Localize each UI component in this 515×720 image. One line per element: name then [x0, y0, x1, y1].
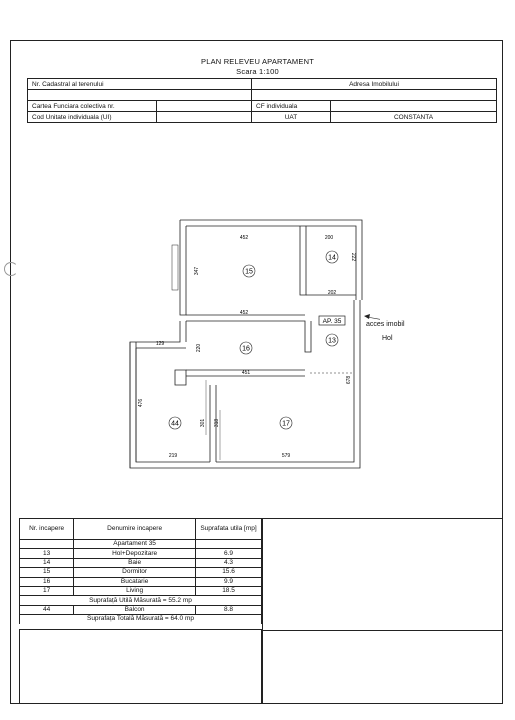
uat-value: CONSTANTA — [331, 112, 497, 123]
adresa-value — [252, 90, 497, 101]
binder-hole — [4, 262, 18, 276]
table-row: 14 Baie 4.3 — [20, 558, 262, 567]
room-17-label: 17 — [282, 420, 290, 428]
apartment-row: Apartament 35 — [74, 540, 196, 549]
rooms-table — [19, 518, 262, 624]
cf-value — [331, 101, 497, 112]
hol-label: Hol — [382, 335, 393, 342]
total-row: Suprafața Totală Măsurată = 64.0 mp — [20, 615, 262, 624]
notes-box — [19, 629, 262, 704]
cartea-label: Cartea Funciara colectiva nr. — [28, 101, 252, 112]
nr-cadastral-value — [28, 90, 252, 101]
room-13-label: 13 — [328, 337, 336, 345]
signature-divider — [263, 630, 502, 631]
dim-222: 222 — [350, 252, 356, 262]
dim-202: 202 — [327, 290, 337, 296]
dim-200: 200 — [324, 235, 334, 241]
col-nr-header: Nr. incapere — [20, 519, 74, 540]
signature-box — [262, 518, 503, 704]
dim-220: 220 — [196, 343, 202, 353]
page-title: PLAN RELEVEU APARTAMENT — [201, 57, 314, 66]
dim-219: 219 — [168, 453, 178, 459]
dim-579: 579 — [281, 453, 291, 459]
cod-label: Cod Unitate individuala (UI) — [28, 112, 252, 123]
dim-476: 476 — [138, 398, 144, 408]
outer-wall-left-top — [180, 220, 186, 315]
dim-678: 678 — [346, 375, 352, 385]
room-14-label: 14 — [328, 254, 336, 262]
table-row: 15 Dormitor 15.6 — [20, 568, 262, 577]
wall-opening — [175, 370, 186, 385]
floor-plan — [120, 205, 380, 480]
apartment-tag: AP. 35 — [322, 318, 342, 325]
nr-cadastral-label: Nr. Cadastral al terenului — [28, 79, 252, 90]
dim-318: 318 — [214, 418, 220, 428]
adresa-label: Adresa Imobilului — [252, 79, 497, 90]
table-row: 17 Living 18.5 — [20, 586, 262, 595]
col-name-header: Denumire incapere — [74, 519, 196, 540]
uat-label: UAT — [252, 112, 331, 123]
dim-347: 347 — [194, 266, 200, 276]
dim-451: 451 — [241, 370, 251, 376]
room-16-label: 16 — [242, 345, 250, 353]
window-room15 — [172, 245, 178, 290]
dim-129: 129 — [155, 341, 165, 347]
table-row: 16 Bucatarie 9.9 — [20, 577, 262, 586]
room-44-label: 44 — [171, 420, 179, 428]
access-arrow-head — [364, 314, 370, 319]
wall-bath-left — [300, 226, 306, 295]
total-util-row: Suprafață Utilă Măsurată = 55.2 mp — [20, 596, 262, 605]
dim-301: 301 — [200, 418, 206, 428]
cf-label: CF individuala — [252, 101, 331, 112]
scale-label: Scara 1:100 — [236, 67, 279, 76]
dim-452-mid: 452 — [239, 310, 249, 316]
access-label: acces imobil — [366, 321, 405, 328]
col-area-header: Suprafata utila [mp] — [196, 519, 262, 540]
room-15-label: 15 — [245, 268, 253, 276]
cadastral-form — [27, 78, 497, 123]
table-row: 44 Balcon 8.8 — [20, 605, 262, 614]
dim-452-top: 452 — [239, 235, 249, 241]
wall-balcony-left — [130, 342, 136, 468]
table-row: 13 Hol+Depozitare 6.9 — [20, 549, 262, 558]
